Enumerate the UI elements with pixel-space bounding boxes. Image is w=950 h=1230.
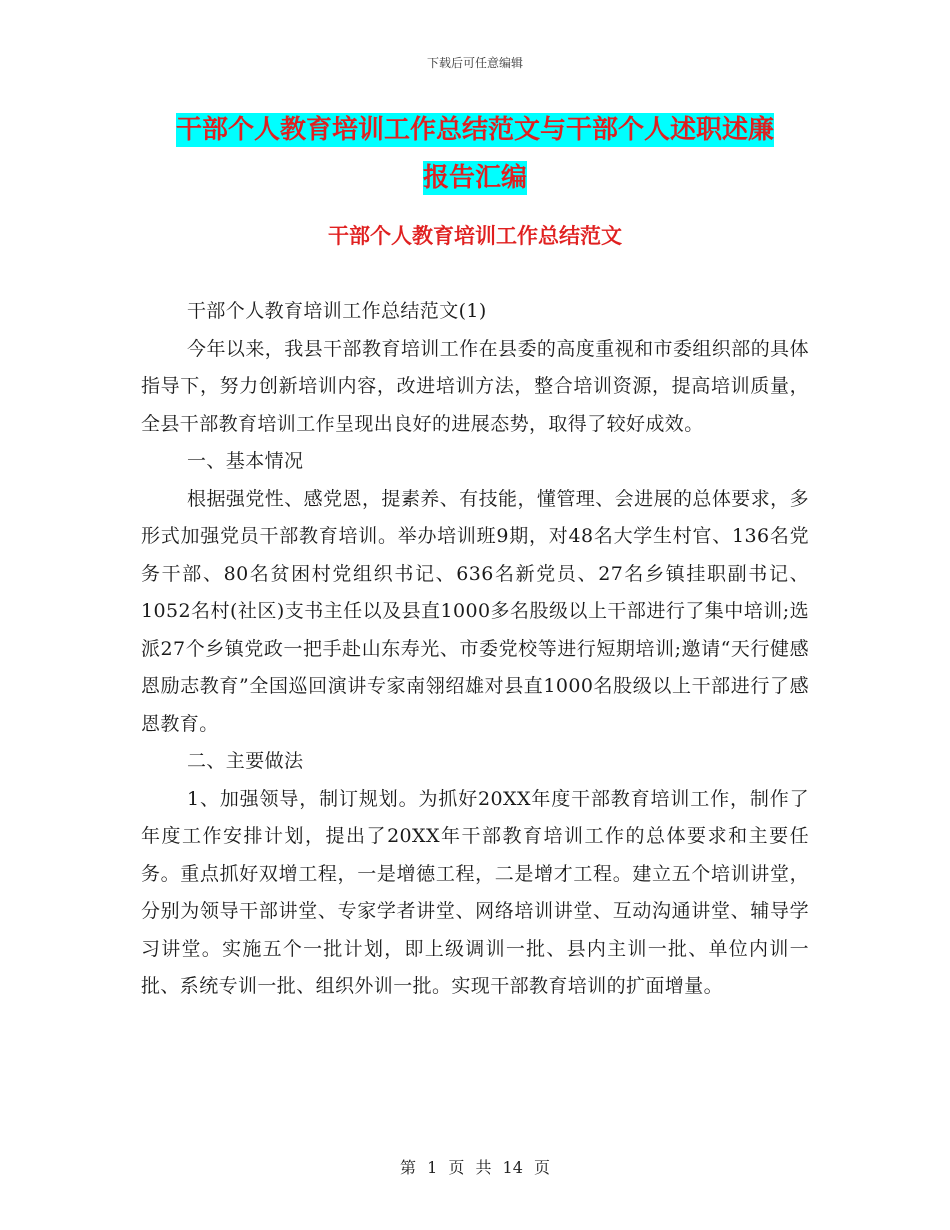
paragraph: 1、加强领导，制订规划。为抓好20XX年度干部教育培训工作，制作了年度工作安排计划，提出了20XX年干部教育培训工作的总体要求和主要任务。重点抓好双增工程，一是增德工程，二是增才工程。建立五个培训讲堂，分别为领导干部讲堂、专家学者讲堂、网络培训讲堂、互动沟通讲堂、辅导学习讲堂。实施五个一批计划，即上级调训一批、县内主训一批、单位内训一批、系统专训一批、组织外训一批。实现干部教育培训的扩面增量。	[141, 787, 809, 997]
section-title: 干部个人教育培训工作总结范文	[328, 224, 622, 248]
paragraph: 干部个人教育培训工作总结范文(1)	[187, 300, 487, 322]
header-note: 下载后可任意编辑	[426, 56, 523, 70]
page-footer: 第 1 页 共 14 页	[400, 1158, 550, 1177]
main-title	[0, 110, 950, 198]
paragraph: 根据强党性、感党恩，提素养、有技能，懂管理、会进展的总体要求，多形式加强党员干部教育培训。举办培训班9期，对48名大学生村官、136名党务干部、80名贫困村党组织书记、636名新党员、27名乡镇挂职副书记、1052名村(社区)支书主任以及县直1000多名股级以上干部进行了集中培训;选派27个乡镇党政一把手赴山东寿光、市委党校等进行短期培训;邀请“天行健感恩励志教育”全国巡回演讲专家南翎绍雄对县直1000名股级以上干部进行了感恩教育。	[141, 487, 809, 735]
section-heading: 二、主要做法	[187, 750, 304, 772]
paragraph: 今年以来，我县干部教育培训工作在县委的高度重视和市委组织部的具体指导下，努力创新培训内容，改进培训方法，整合培训资源，提高培训质量，全县干部教育培训工作呈现出良好的进展态势，取得了较好成效。	[141, 337, 809, 435]
main-title-line2: 报告汇编	[422, 163, 527, 193]
section-heading: 一、基本情况	[187, 450, 304, 472]
document-body	[141, 293, 809, 1006]
main-title-line1: 干部个人教育培训工作总结范文与干部个人述职述廉	[175, 115, 774, 145]
